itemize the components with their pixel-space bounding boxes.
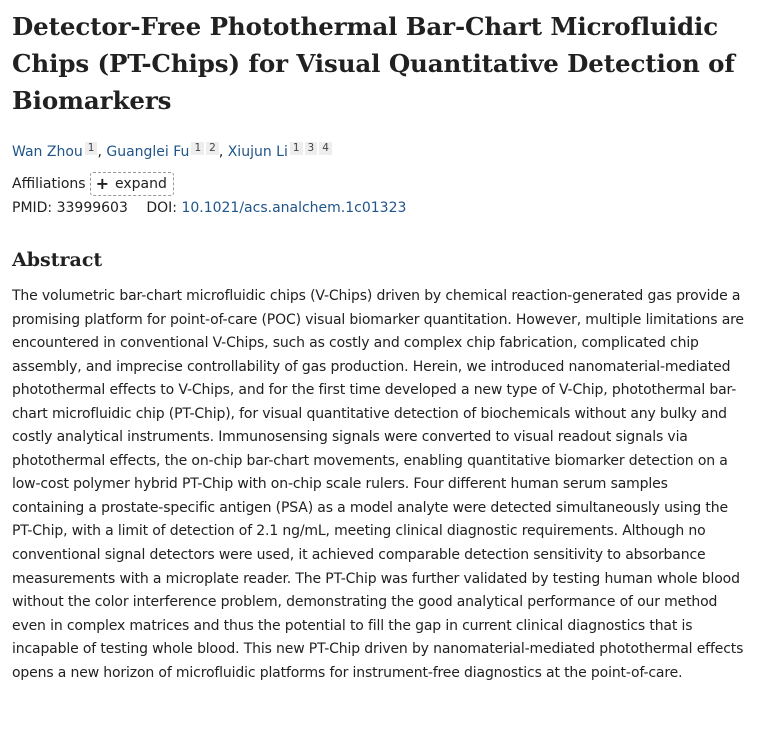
affiliation-number[interactable]: 1 [290,142,303,155]
pmid-value: 33999603 [56,200,128,216]
affiliation-number[interactable]: 2 [206,142,219,155]
article-page [12,8,752,685]
author-link[interactable]: Guanglei Fu [106,144,190,160]
expand-affiliations-button[interactable] [90,172,174,196]
doi-label: DOI: [146,200,177,216]
abstract-text: The volumetric bar-chart microfluidic chips (V-Chips) driven by chemical reaction-generated gas provide a promising platform for point-of-care (POC) visual biomarker quantitation. However, multiple limitations are encountered in conventional V-Chips, such as costly and complex chip fabrication, complicated chip assembly, and imprecise controllability of gas production. Herein, we introduced nanomaterial-mediated photothermal effects to V-Chips, and for the first time developed a new type of V-Chip, photothermal bar-chart microfluidic chip (PT-Chip), for visual quantitative detection of biochemicals without any bulky and costly analytical instruments. Immunosensing signals were converted to visual readout signals via photothermal effects, the on-chip bar-chart movements, enabling quantitative biomarker detection on a low-cost polymer hybrid PT-Chip with on-chip scale rulers. Four different human serum samples containing a prostate-specific antigen (PSA) as a model analyte were detected simultaneously using the PT-Chip, with a limit of detection of 2.1 ng/mL, meeting clinical diagnostic requirements. Although no conventional signal detectors were used, it achieved comparable detection sensitivity to absorbance measurements with a microplate reader. The PT-Chip was further validated by testing human whole blood without the color interference problem, demonstrating the good analytical performance of our method even in complex matrices and thus the potential to fill the gap in current clinical diagnostics that is incapable of testing whole blood. This new PT-Chip driven by nanomaterial-mediated photothermal effects opens a new horizon of microfluidic platforms for instrument-free diagnostics at the point-of-care. [12,288,744,681]
affiliation-number[interactable]: 3 [305,142,318,155]
pmid-label: PMID: [12,200,53,216]
expand-label: expand [115,176,167,192]
affiliation-number[interactable]: 4 [319,142,332,155]
plus-icon: + [95,174,109,193]
author-link[interactable]: Xiujun Li [227,144,288,160]
affiliation-number[interactable]: 1 [85,142,98,155]
affiliations-label: Affiliations [12,176,86,192]
abstract-heading: Abstract [12,249,103,271]
author-link[interactable]: Wan Zhou [12,144,83,160]
affiliation-number[interactable]: 1 [191,142,204,155]
identifiers-row [12,198,752,218]
author-list: Wan Zhou 1 , Guanglei Fu 1 2 , Xiujun Li 1 3 4 [12,142,752,162]
affiliations-row [12,172,752,196]
article-title: Detector-Free Photothermal Bar-Chart Microfluidic Chips (PT-Chips) for Visual Quantitative Detection of Biomarkers [12,12,735,115]
doi-link[interactable]: 10.1021/acs.analchem.1c01323 [181,200,407,216]
